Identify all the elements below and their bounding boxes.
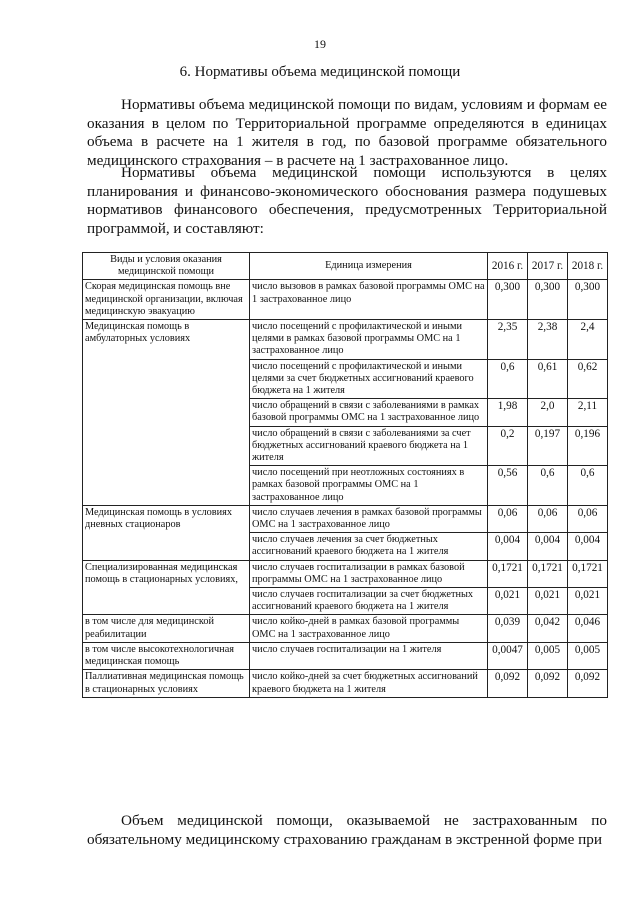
value-2017-cell: 2,38: [528, 320, 568, 360]
table-row: [83, 642, 608, 669]
value-2018-cell: 0,62: [568, 359, 608, 399]
value-2017-cell: 0,300: [528, 280, 568, 320]
unit-cell: число койко-дней в рамках базовой программы ОМС на 1 застрахованное лицо: [250, 615, 488, 642]
value-2018-cell: 0,046: [568, 615, 608, 642]
value-2017-cell: 0,042: [528, 615, 568, 642]
value-2018-cell: 2,4: [568, 320, 608, 360]
value-2017-cell: 0,61: [528, 359, 568, 399]
value-2016-cell: 0,1721: [488, 560, 528, 587]
value-2018-cell: 0,004: [568, 533, 608, 560]
section-heading: 6. Нормативы объема медицинской помощи: [179, 64, 461, 80]
care-type-cell: Скорая медицинская помощь вне медицинской организации, включая медицинскую эвакуацию: [83, 280, 250, 320]
care-type-cell: Паллиативная медицинская помощь в стационарных условиях: [83, 670, 250, 697]
usage-paragraph: Нормативы объема медицинской помощи используются в целях планирования и финансово-экономического обоснования размера подушевых нормативов финансового обеспечения, предусмотренных Территориальной программой, и составляют:: [87, 164, 607, 237]
value-2017-cell: 0,005: [528, 642, 568, 669]
intro-paragraph: Нормативы объема медицинской помощи по видам, условиям и формам ее оказания в целом по Территориальной программе определяются в единицах объема в расчете на 1 жителя в год, по базовой программе обязательного медицинского страхования – в расчете на 1 застрахованное лицо.: [87, 96, 607, 169]
value-2016-cell: 0,021: [488, 588, 528, 615]
closing-paragraph: Объем медицинской помощи, оказываемой не застрахованным по обязательному медицинскому страхованию гражданам в экстренной форме при: [87, 812, 607, 848]
norms-table-body: [83, 280, 608, 697]
value-2016-cell: 0,06: [488, 505, 528, 532]
header-2016: 2016 г.: [488, 253, 528, 280]
care-type-cell: в том числе высокотехнологичная медицинская помощь: [83, 642, 250, 669]
table-row: [83, 280, 608, 320]
value-2018-cell: 0,6: [568, 466, 608, 506]
care-type-cell: в том числе для медицинской реабилитации: [83, 615, 250, 642]
unit-cell: число вызовов в рамках базовой программы ОМС на 1 застрахованное лицо: [250, 280, 488, 320]
value-2017-cell: 0,004: [528, 533, 568, 560]
value-2016-cell: 0,092: [488, 670, 528, 697]
value-2017-cell: 0,092: [528, 670, 568, 697]
care-type-cell: Медицинская помощь в условиях дневных стационаров: [83, 505, 250, 560]
value-2017-cell: 0,021: [528, 588, 568, 615]
value-2016-cell: 0,039: [488, 615, 528, 642]
value-2017-cell: 0,06: [528, 505, 568, 532]
value-2017-cell: 0,6: [528, 466, 568, 506]
unit-cell: число случаев госпитализации на 1 жителя: [250, 642, 488, 669]
table-row: [83, 560, 608, 587]
table-row: [83, 670, 608, 697]
unit-cell: число посещений с профилактической и иными целями за счет бюджетных ассигнований краевого бюджета на 1 жителя: [250, 359, 488, 399]
unit-cell: число обращений в связи с заболеваниями в рамках базовой программы ОМС на 1 застрахованное лицо: [250, 399, 488, 426]
unit-cell: число случаев госпитализации в рамках базовой программы ОМС на 1 застрахованное лицо: [250, 560, 488, 587]
value-2018-cell: 2,11: [568, 399, 608, 426]
unit-cell: число койко-дней за счет бюджетных ассигнований краевого бюджета на 1 жителя: [250, 670, 488, 697]
value-2018-cell: 0,021: [568, 588, 608, 615]
table-header-row: [83, 253, 608, 280]
value-2016-cell: 1,98: [488, 399, 528, 426]
care-type-cell: Специализированная медицинская помощь в стационарных условиях,: [83, 560, 250, 615]
value-2016-cell: 0,6: [488, 359, 528, 399]
value-2016-cell: 2,35: [488, 320, 528, 360]
value-2016-cell: 0,56: [488, 466, 528, 506]
value-2016-cell: 0,300: [488, 280, 528, 320]
header-conditions: Виды и условия оказания медицинской помощи: [83, 253, 250, 280]
unit-cell: число случаев госпитализации за счет бюджетных ассигнований краевого бюджета на 1 жителя: [250, 588, 488, 615]
care-type-cell: Медицинская помощь в амбулаторных условиях: [83, 320, 250, 506]
table-row: [83, 615, 608, 642]
unit-cell: число обращений в связи с заболеваниями за счет бюджетных ассигнований краевого бюджета на 1 жителя: [250, 426, 488, 466]
unit-cell: число случаев лечения за счет бюджетных ассигнований краевого бюджета на 1 жителя: [250, 533, 488, 560]
value-2018-cell: 0,06: [568, 505, 608, 532]
table-row: [83, 320, 608, 360]
value-2016-cell: 0,0047: [488, 642, 528, 669]
value-2018-cell: 0,005: [568, 642, 608, 669]
unit-cell: число посещений с профилактической и иными целями в рамках базовой программы ОМС на 1 застрахованное лицо: [250, 320, 488, 360]
value-2016-cell: 0,004: [488, 533, 528, 560]
unit-cell: число посещений при неотложных состояниях в рамках базовой программы ОМС на 1 застрахованное лицо: [250, 466, 488, 506]
header-unit: Единица измерения: [250, 253, 488, 280]
value-2016-cell: 0,2: [488, 426, 528, 466]
value-2017-cell: 0,197: [528, 426, 568, 466]
norms-table: [82, 252, 608, 698]
value-2017-cell: 0,1721: [528, 560, 568, 587]
page-number: 19: [314, 37, 326, 51]
table-row: [83, 505, 608, 532]
unit-cell: число случаев лечения в рамках базовой программы ОМС на 1 застрахованное лицо: [250, 505, 488, 532]
value-2018-cell: 0,1721: [568, 560, 608, 587]
value-2018-cell: 0,092: [568, 670, 608, 697]
header-2018: 2018 г.: [568, 253, 608, 280]
header-2017: 2017 г.: [528, 253, 568, 280]
value-2017-cell: 2,0: [528, 399, 568, 426]
value-2018-cell: 0,196: [568, 426, 608, 466]
value-2018-cell: 0,300: [568, 280, 608, 320]
